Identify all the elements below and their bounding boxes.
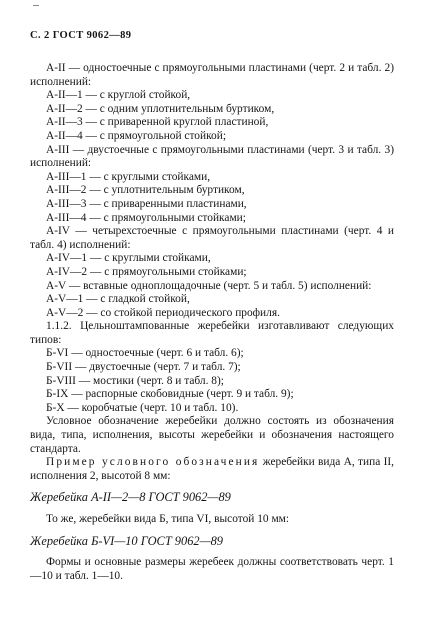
item-a-iv-2: А-IV—2 — с прямоугольными стойками; [46, 265, 247, 278]
item-b-x: Б-X — коробчатые (черт. 10 и табл. 10). [46, 401, 239, 414]
item-a-iii-4: А-III—4 — с прямоугольными стойками; [46, 211, 246, 224]
item-b-vi: Б-VI — одностоечные (черт. 6 и табл. 6); [46, 347, 244, 360]
paragraph-type-a-iv: А-IV — четырехстоечные с прямоугольными пластинами (черт. 4 и табл. 4) исполнений: [30, 225, 394, 251]
item-a-iii-3: А-III—3 — с приваренными пластинами, [46, 197, 247, 210]
item-a-ii-3: А-II—3 — с приваренной круглой пластиной, [46, 116, 269, 129]
page-header: С. 2 ГОСТ 9062—89 [30, 30, 132, 41]
item-a-iii-1: А-III—1 — с круглыми стойками, [46, 170, 211, 183]
item-b-vii: Б-VII — двустоечные (черт. 7 и табл. 7); [46, 361, 241, 374]
formula-example-2: Жеребейка Б-VI—10 ГОСТ 9062—89 [30, 533, 223, 548]
item-b-ix: Б-IX — распорные скобовидные (черт. 9 и табл. 9); [46, 388, 294, 401]
item-a-iv-1: А-IV—1 — с круглыми стойками, [46, 252, 211, 265]
scan-mark [33, 5, 39, 6]
document-body [30, 62, 394, 583]
paragraph-example [30, 456, 394, 483]
item-a-ii-2: А-II—2 — с одним уплотнительным буртиком, [46, 102, 275, 115]
paragraph-1-1-2: 1.1.2. Цельноштампованные жеребейки изготавливают следующих типов: [30, 320, 394, 346]
paragraph-forms: Формы и основные размеры жеребеек должны соответствовать черт. 1—10 и табл. 1—10. [30, 556, 394, 582]
paragraph-designation: Условное обозначение жеребейки должно состоять из обозначения вида, типа, исполнения, высоты жеребейки и обозначения настоящего стандарта. [30, 415, 394, 455]
item-a-ii-1: А-II—1 — с круглой стойкой, [46, 89, 191, 102]
item-a-ii-4: А-II—4 — с прямоугольной стойкой; [46, 129, 227, 142]
item-a-v-1: А-V—1 — с гладкой стойкой, [46, 293, 190, 306]
paragraph-type-a-iii: А-III — двустоечные с прямоугольными пластинами (черт. 3 и табл. 3) исполнений: [30, 143, 394, 170]
example-text: жеребейки вида А, типа II, исполнения 2, высотой 8 мм: [30, 456, 395, 482]
paragraph-type-a-v: А-V — вставные одноплощадочные (черт. 5 и табл. 5) исполнений: [46, 279, 372, 292]
paragraph-type-a-ii: А-II — одностоечные с прямоугольными пластинами (черт. 2 и табл. 2) исполнений: [30, 62, 394, 88]
item-a-v-2: А-V—2 — со стойкой периодического профиля. [46, 306, 280, 319]
example-label: Пример условного обозначения [46, 456, 260, 469]
item-a-iii-2: А-III—2 — с уплотнительным буртиком, [46, 184, 245, 197]
item-b-viii: Б-VIII — мостики (черт. 8 и табл. 8); [46, 374, 224, 387]
paragraph-example-2: То же, жеребейки вида Б, типа VI, высотой 10 мм: [46, 513, 290, 525]
formula-example-1: Жеребейка А-II—2—8 ГОСТ 9062—89 [30, 490, 231, 505]
